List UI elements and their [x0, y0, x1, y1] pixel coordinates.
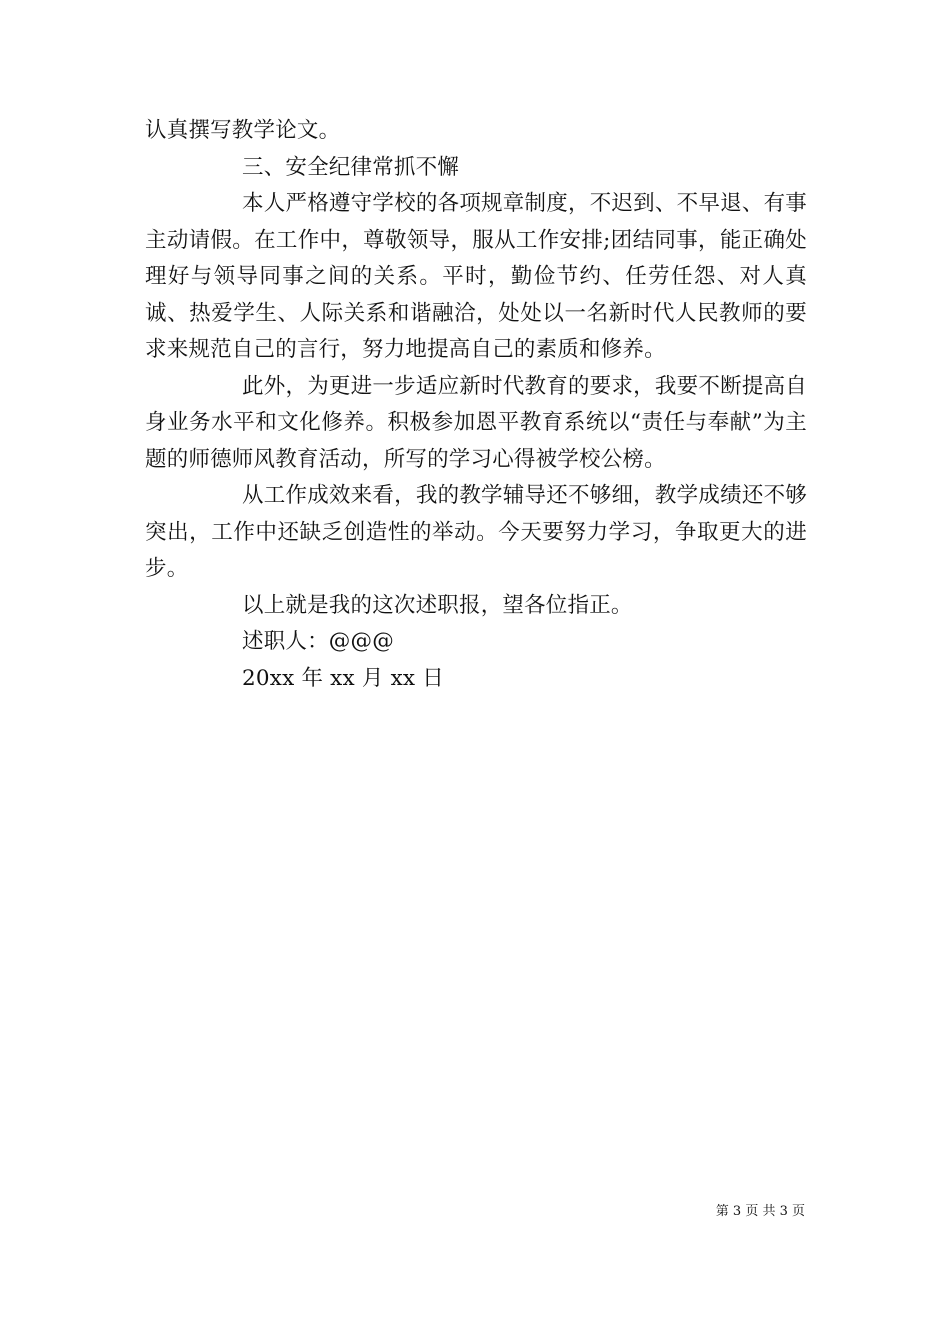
- paragraph-continuation: 认真撰写教学论文。: [145, 118, 341, 143]
- page-number-footer: 第 3 页 共 3 页: [715, 1204, 805, 1219]
- paragraph-closing: 以上就是我的这次述职报，望各位指正。: [242, 592, 633, 618]
- paragraph-discipline: 本人严格遵守学校的各项规章制度，不迟到、不早退、有事主动请假。在工作中，尊敬领导，服从工作安排;团结同事，能正确处理好与领导同事之间的关系。平时，勤俭节约、任劳任怨、对人真诚、热爱学生、人际关系和谐融洽，处处以一名新时代人民教师的要求来规范自己的言行，努力地提高自己的素质和修养。: [145, 191, 807, 362]
- date-line: 20xx 年 xx 月 xx 日: [242, 665, 444, 691]
- paragraph-improvement: 此外，为更进一步适应新时代教育的要求，我要不断提高自身业务水平和文化修养。积极参加恩平教育系统以“责任与奉献”为主题的师德师风教育活动，所写的学习心得被学校公榜。: [145, 373, 807, 472]
- document-body: [145, 113, 807, 697]
- signature-line: 述职人：@@@: [242, 629, 394, 654]
- section-heading: 三、安全纪律常抓不懈: [242, 154, 460, 180]
- paragraph-shortcomings: 从工作成效来看，我的教学辅导还不够细，教学成绩还不够突出，工作中还缺乏创造性的举动。今天要努力学习，争取更大的进步。: [145, 483, 807, 581]
